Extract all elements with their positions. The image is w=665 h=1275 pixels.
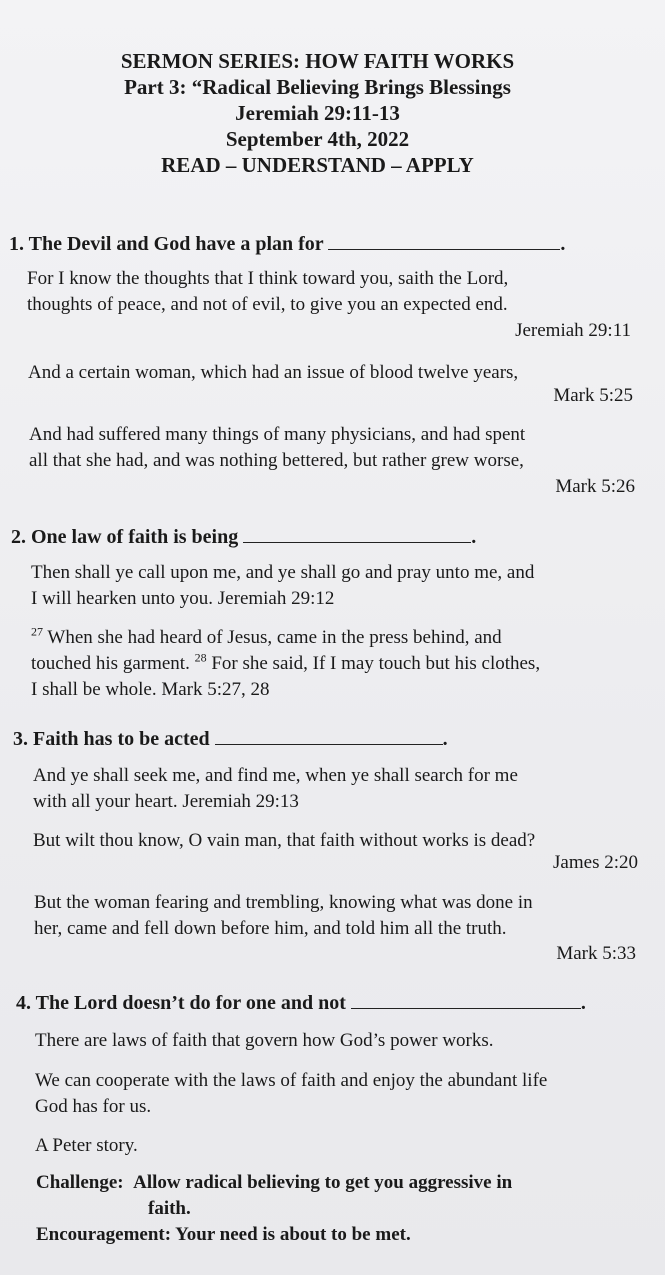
- verse-line: And had suffered many things of many physicians, and had spent: [29, 424, 526, 445]
- verse-line: God has for us.: [35, 1096, 152, 1117]
- verse-line: all that she had, and was nothing bettered, but rather grew worse,: [29, 450, 524, 471]
- verse-reference: Jeremiah 29:11: [515, 320, 631, 341]
- verse-number: 28: [194, 650, 207, 665]
- verse-line: I will hearken unto you. Jeremiah 29:12: [31, 588, 335, 609]
- point-3-text: 3. Faith has to be acted: [13, 728, 210, 750]
- verse-line: But the woman fearing and trembling, knowing what was done in: [34, 892, 533, 913]
- series-title: SERMON SERIES: HOW FAITH WORKS: [120, 49, 515, 73]
- verse-line: And ye shall seek me, and find me, when ye shall search for me: [33, 765, 518, 786]
- point-2: 2. One law of faith is being .: [11, 526, 477, 548]
- challenge-label: Challenge:: [36, 1172, 124, 1193]
- peter-story: A Peter story.: [35, 1135, 138, 1156]
- point-2-blank: [243, 524, 471, 543]
- point-1-text: 1. The Devil and God have a plan for: [9, 233, 324, 255]
- challenge-text: faith.: [148, 1198, 191, 1219]
- verse-line: touched his garment.: [31, 653, 195, 674]
- verse-mark-5-27-28: [31, 625, 540, 703]
- point-1-blank: [328, 231, 560, 250]
- verse-line: thoughts of peace, and not of evil, to give you an expected end.: [27, 294, 508, 315]
- verse-mark-5-25: And a certain woman, which had an issue of blood twelve years,: [28, 362, 519, 383]
- sermon-date: September 4th, 2022: [225, 127, 410, 151]
- challenge: [36, 1170, 512, 1222]
- verse-line: her, came and fell down before him, and told him all the truth.: [34, 918, 507, 939]
- verse-line: For she said, If I may touch but his clothes,: [206, 653, 541, 674]
- laws-statement: There are laws of faith that govern how God’s power works.: [35, 1030, 494, 1051]
- verse-mark-5-33: [34, 890, 533, 942]
- cooperate-statement: [35, 1068, 547, 1120]
- point-3: 3. Faith has to be acted .: [13, 728, 448, 750]
- point-4: 4. The Lord doesn’t do for one and not .: [16, 992, 586, 1014]
- point-4-text: 4. The Lord doesn’t do for one and not: [16, 992, 346, 1014]
- part-title: Part 3: “Radical Believing Brings Blessings: [124, 75, 511, 99]
- point-4-blank: [351, 990, 581, 1009]
- verse-reference: James 2:20: [553, 852, 638, 873]
- challenge-text: Allow radical believing to get you aggressive in: [133, 1172, 513, 1193]
- verse-mark-5-26: [29, 422, 525, 474]
- point-2-text: 2. One law of faith is being: [11, 526, 239, 548]
- verse-jer-29-13: [33, 763, 518, 815]
- verse-jer-29-11: [27, 266, 508, 318]
- verse-line: I shall be whole. Mark 5:27, 28: [31, 679, 270, 700]
- verse-line: with all your heart. Jeremiah 29:13: [33, 791, 299, 812]
- motto: READ – UNDERSTAND – APPLY: [161, 153, 474, 177]
- verse-line: When she had heard of Jesus, came in the press behind, and: [43, 627, 502, 648]
- scripture-reference: Jeremiah 29:11-13: [235, 101, 400, 125]
- verse-reference: Mark 5:25: [553, 385, 633, 406]
- verse-jer-29-12: [31, 560, 534, 612]
- verse-reference: Mark 5:33: [556, 943, 636, 964]
- verse-number: 27: [31, 624, 43, 639]
- verse-reference: Mark 5:26: [555, 476, 635, 497]
- verse-line: We can cooperate with the laws of faith and enjoy the abundant life: [35, 1070, 548, 1091]
- sermon-header: [0, 48, 635, 178]
- point-1: 1. The Devil and God have a plan for .: [9, 233, 566, 255]
- encouragement: Encouragement: Your need is about to be met.: [36, 1224, 411, 1245]
- verse-line: Then shall ye call upon me, and ye shall go and pray unto me, and: [31, 562, 535, 583]
- point-3-blank: [215, 726, 443, 745]
- verse-line: For I know the thoughts that I think toward you, saith the Lord,: [27, 268, 509, 289]
- verse-james-2-20: But wilt thou know, O vain man, that faith without works is dead?: [33, 830, 536, 851]
